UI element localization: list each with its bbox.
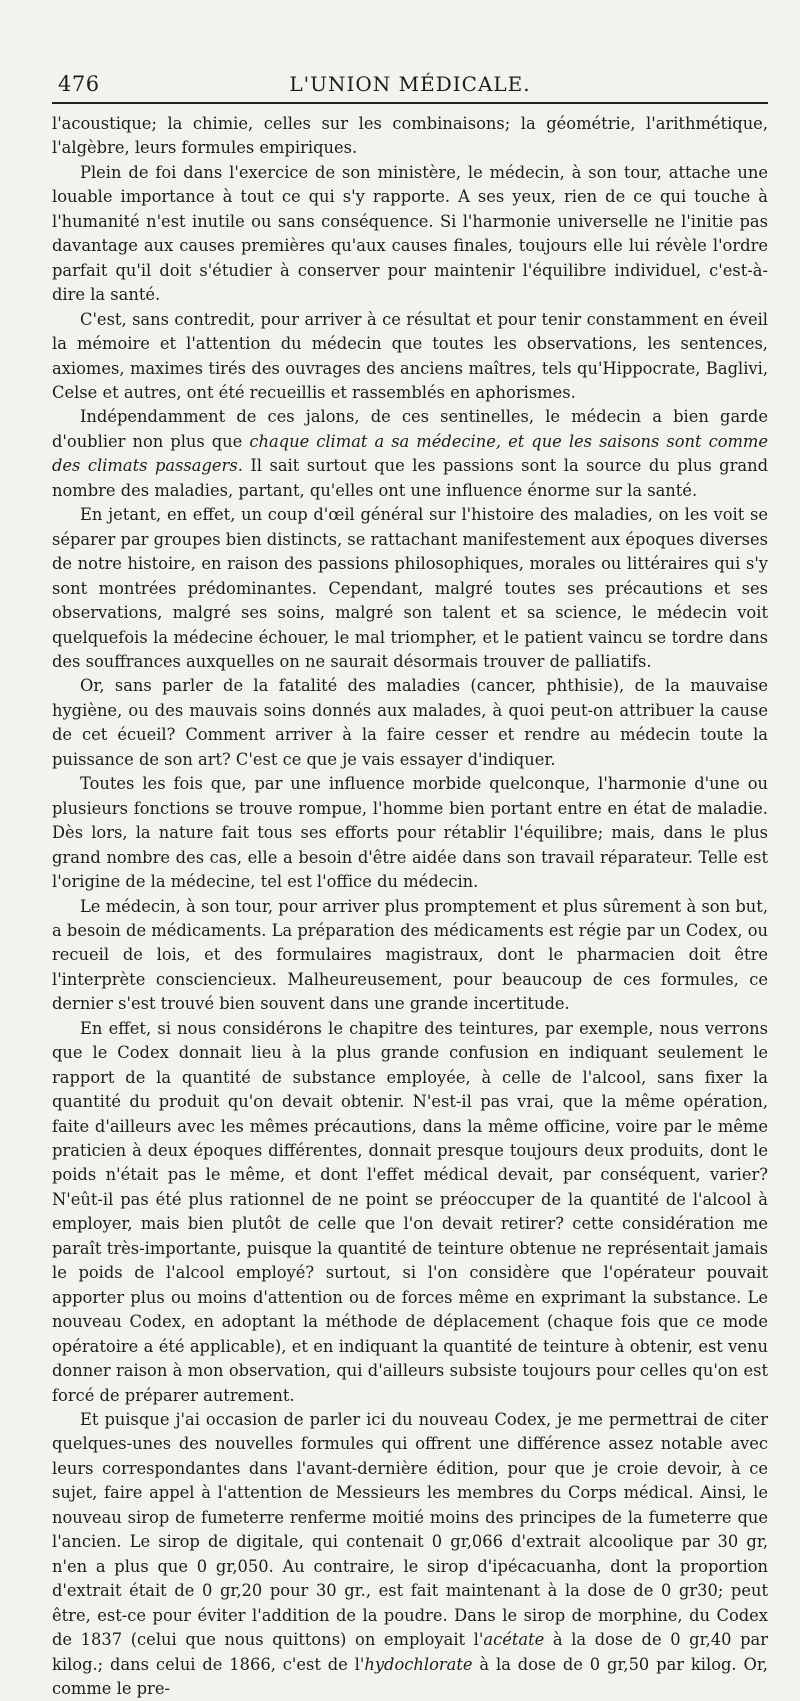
italic-text: hydochlorate xyxy=(364,1654,473,1674)
paragraph xyxy=(52,405,768,503)
paragraph-text: En jetant, en effet, un coup d'œil général sur l'histoire des maladies, on les voit se séparer par groupes bien distincts, se rattachant manifestement aux époques diverses de notre histoire, en raison des passions philosophiques, morales ou littéraires qui s'y sont montrées prédominantes. Cependant, malgré toutes ses précautions et ses observations, malgré ses soins, malgré son talent et sa science, le médecin voit quelquefois la médecine échouer, le mal triompher, et le patient vaincu se tordre dans des souffrances auxquelles on ne saurait désormais trouver de palliatifs. xyxy=(52,505,768,671)
italic-text: acétate xyxy=(483,1630,545,1650)
paragraph-text: à la dose de 0 gr,40 par kilog.; dans celui de 1866, c'est de l' xyxy=(52,1630,768,1674)
paragraph-text: l'acoustique; la chimie, celles sur les combinaisons; la géométrie, l'arithmétique, l'algèbre, leurs formules empiriques. xyxy=(52,114,768,158)
running-title: L'UNION MÉDICALE. xyxy=(289,72,531,96)
page-number: 476 xyxy=(58,72,100,96)
paragraph-text: Toutes les fois que, par une influence morbide quelconque, l'harmonie d'une ou plusieurs fonctions se trouve rompue, l'homme bien portant entre en état de maladie. Dès lors, la nature fait tous ses efforts pour rétablir l'équilibre; mais, dans le plus grand nombre des cas, elle a besoin d'être aidée dans son travail réparateur. Telle est l'origine de la médecine, tel est l'office du médecin. xyxy=(52,774,768,892)
italic-text: chaque climat a sa médecine, et que les saisons sont comme des climats passagers. xyxy=(52,431,769,476)
paragraph xyxy=(52,1408,768,1701)
paragraph-text: En effet, si nous considérons le chapitre des teintures, par exemple, nous verrons que le Codex donnait lieu à la plus grande confusion en indiquant seulement le rapport de la quantité de substance employée, à celle de l'alcool, sans fixer la quantité du produit qu'on devait obtenir. N'est-il pas vrai, que la même opération, faite d'ailleurs avec les mêmes précautions, dans la même officine, voire par le même praticien à deux époques différentes, donnait presque toujours deux produits, dont le poids n'était pas le même, et dont l'effet médical devait, par conséquent, varier? N'eût-il pas été plus rationnel de ne point se préoccuper de la quantité de l'alcool à employer, mais bien plutôt de celle que l'on devait retirer? cette considération me paraît très-importante, puisque la quantité de teinture obtenue ne représentait jamais le poids de l'alcool employé? surtout, si l'on considère que l'opérateur pouvait apporter plus ou moins d'attention ou de forces même en exprimant la substance. Le nouveau Codex, en adoptant la méthode de déplacement (chaque fois que ce mode opératoire a été applicable), et en indiquant la quantité de teinture à obtenir, est venu donner raison à mon observation, qui d'ailleurs subsiste toujours pour celles qu'on est forcé de préparer autrement. xyxy=(52,1018,768,1405)
paragraph xyxy=(52,308,768,406)
paragraph-text: Le médecin, à son tour, pour arriver plus promptement et plus sûrement à son but, a besoin de médicaments. La préparation des médicaments est régie par un Codex, ou recueil de lois, et des formulaires magistraux, dont le pharmacien doit être l'interprète consciencieux. Malheureusement, pour beaucoup de ces formules, ce dernier s'est trouvé bien souvent dans une grande incertitude. xyxy=(52,896,768,1014)
page-header xyxy=(52,66,768,104)
paragraph-text: Or, sans parler de la fatalité des maladies (cancer, phthisie), de la mauvaise hygiène, ou des mauvais soins donnés aux malades, à quoi peut-on attribuer la cause de cet écueil? Comment arriver à la faire cesser et rendre au médecin toute la puissance de son art? C'est ce que je vais essayer d'indiquer. xyxy=(52,676,768,769)
paragraph-text: à la dose de 0 gr,50 par kilog. Or, comme le pre- xyxy=(52,1654,768,1698)
paragraph xyxy=(52,772,768,894)
article-body xyxy=(52,112,768,1701)
paragraph-text: Plein de foi dans l'exercice de son ministère, le médecin, à son tour, attache une louable importance à tout ce qui s'y rapporte. A ses yeux, rien de ce qui touche à l'humanité n'est inutile ou sans conséquence. Si l'harmonie universelle ne l'initie pas davantage aux causes premières qu'aux causes finales, toujours elle lui révèle l'ordre parfait qu'il doit s'étudier à conserver pour maintenir l'équilibre individuel, c'est-à-dire la santé. xyxy=(52,162,768,305)
paragraph xyxy=(52,1017,768,1408)
paragraph-text: C'est, sans contredit, pour arriver à ce résultat et pour tenir constamment en éveil la mémoire et l'attention du médecin que toutes les observations, les sentences, axiomes, maximes tirés des ouvrages des anciens maîtres, tels qu'Hippocrate, Baglivi, Celse et autres, ont été recueillis et rassemblés en aphorismes. xyxy=(52,309,768,402)
paragraph-text: Et puisque j'ai occasion de parler ici du nouveau Codex, je me permettrai de citer quelques-unes des nouvelles formules qui offrent une différence assez notable avec leurs correspondantes dans l'avant-dernière édition, pour que je croie devoir, à ce sujet, faire appel à l'attention de Messieurs les membres du Corps médical. Ainsi, le nouveau sirop de fumeterre renferme moitié moins des principes de la fumeterre que l'ancien. Le sirop de digitale, qui contenait 0 gr,066 d'extrait alcoolique par 30 gr, n'en a plus que 0 gr,050. Au contraire, le sirop d'ipécacuanha, dont la proportion d'extrait était de 0 gr,20 pour 30 gr., est fait maintenant à la dose de 0 gr30; peut être, est-ce pour éviter l'addition de la poudre. Dans le sirop de morphine, du Codex de 1837 (celui que nous quittons) on employait l' xyxy=(52,1410,768,1650)
paragraph xyxy=(52,112,768,161)
paragraph xyxy=(52,503,768,674)
paragraph-text: Il sait surtout que les passions sont la source du plus grand nombre des maladies, partant, qu'elles ont une influence énorme sur la santé. xyxy=(52,456,768,500)
paragraph xyxy=(52,674,768,772)
paragraph-text: Indépendamment de ces jalons, de ces sentinelles, le médecin a bien garde d'oublier non plus que xyxy=(52,407,768,451)
paragraph xyxy=(52,161,768,308)
paragraph xyxy=(52,895,768,1017)
